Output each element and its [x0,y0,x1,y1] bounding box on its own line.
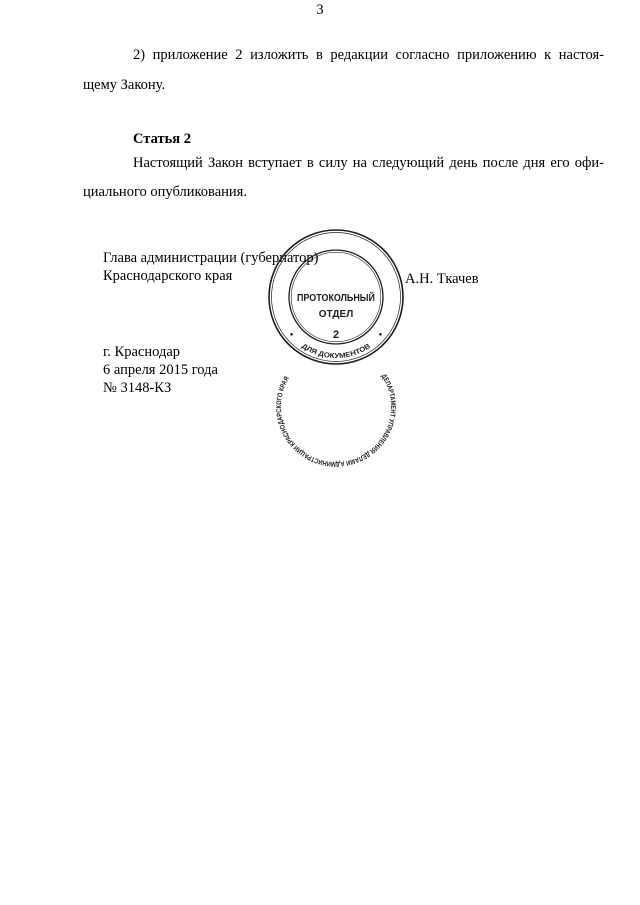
stamp-ring-top-text: ДЕПАРТАМЕНТ УПРАВЛЕНИЯ ДЕЛАМИ АДМИНИСТРАЦИИ КРАСНОДАРСКОГО КРАЯ [275,373,397,468]
stamp-line-3: 2 [332,329,340,341]
stamp-line-1: ПРОТОКОЛЬНЫЙ [297,292,389,304]
stamp-separator-dot-left [290,333,293,336]
official-stamp [266,227,406,468]
page-number: 3 [316,2,324,18]
signature-position-line-2: Краснодарского края [103,268,233,284]
article-heading: Статья 2 [133,131,191,147]
stamp-separator-dot-right [379,333,382,336]
article-line-1: Настоящий Закон вступает в силу на следующий день после дня его офи- [133,155,604,171]
item-line-2: щему Закону. [83,77,166,93]
item-line-1: 2) приложение 2 изложить в редакции согласно приложению к настоя- [133,47,604,63]
stamp-ring-bottom-text: ДЛЯ ДОКУМЕНТОВ [300,342,372,360]
article-line-2: циального опубликования. [83,184,247,200]
stamp-line-2: ОТДЕЛ [318,309,354,320]
signatory-name: А.Н. Ткачев [405,271,479,287]
footer-law-number: № 3148-КЗ [103,380,172,396]
footer-date: 6 апреля 2015 года [103,362,218,378]
footer-place: г. Краснодар [103,344,181,360]
signature-position-line-1: Глава администрации (губернатор) [103,250,319,266]
